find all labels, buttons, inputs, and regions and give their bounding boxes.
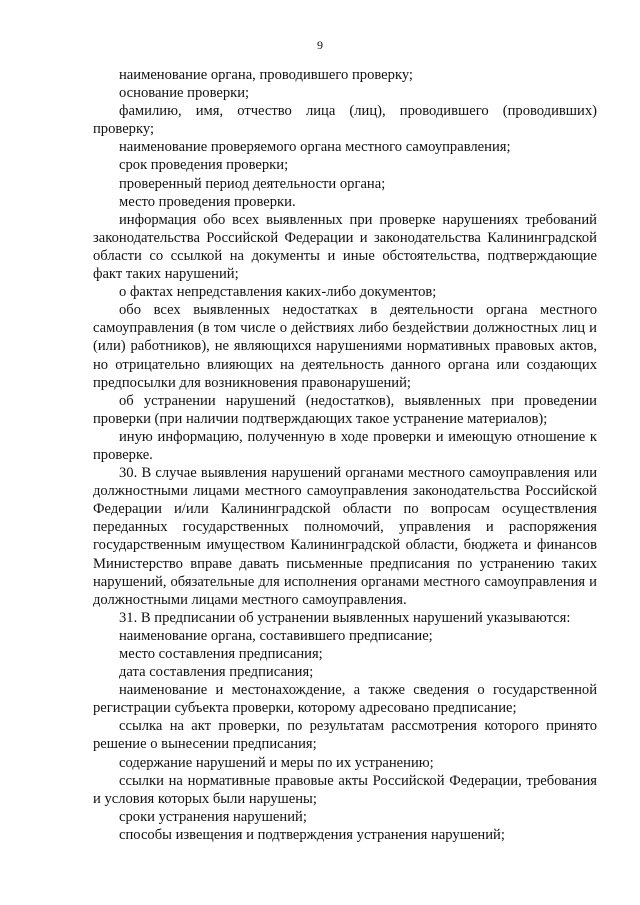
paragraph-audited-period: проверенный период деятельности органа; — [119, 175, 386, 192]
paragraph-audited-body-name: наименование проверяемого органа местного самоуправления; — [119, 139, 511, 156]
paragraph-remediation: об устранении нарушений (недостатков), выявленных при проведении проверки (при наличии подтверждающих такое устранение материалов); — [93, 392, 597, 427]
paragraph-subject-details: наименование и местонахождение, а также сведения о государственной регистрации субъекта проверки, которому адресовано предписание; — [93, 682, 597, 717]
paragraph-legal-references: ссылки на нормативные правовые акты Российской Федерации, требования и условия которых были нарушены; — [93, 772, 597, 807]
paragraph-auditor-names: фамилию, имя, отчество лица (лиц), проводившего (проводивших) проверку; — [93, 103, 597, 138]
paragraph-audit-basis: основание проверки; — [119, 85, 250, 102]
paragraph-order-date: дата составления предписания; — [119, 664, 314, 681]
paragraph-audit-place: место проведения проверки. — [119, 193, 296, 210]
paragraph-shortcomings: обо всех выявленных недостатках в деятельности органа местного самоуправления (в том числе о действиях либо бездействии должностных лиц и (или) работников), не являющихся нарушениями нормативных правовых актов, но отрицательно влияющих на деятельность данного органа или создающих предпосылки для возникновения правонарушений; — [93, 302, 597, 391]
paragraph-act-reference: ссылка на акт проверки, по результатам рассмотрения которого принято решение о вынесении предписания; — [93, 718, 597, 753]
page-number: 9 — [317, 38, 323, 52]
paragraph-auditing-body-name: наименование органа, проводившего проверку; — [119, 67, 413, 83]
paragraph-remediation-deadlines: сроки устранения нарушений; — [119, 808, 307, 825]
paragraph-other-info: иную информацию, полученную в ходе проверки и имеющую отношение к проверке. — [93, 428, 597, 463]
paragraph-violations-info: информация обо всех выявленных при проверке нарушениях требований законодательства Российской Федерации и законодательства Калининградской области со ссылкой на документы и иные обстоятельства, подтверждающие факт таких нарушений; — [93, 211, 597, 283]
paragraph-missing-documents: о фактах непредставления каких-либо документов; — [119, 284, 437, 301]
paragraph-notification-methods: способы извещения и подтверждения устранения нарушений; — [119, 826, 505, 843]
paragraph-violations-measures: содержание нарушений и меры по их устранению; — [119, 754, 434, 771]
paragraph-clause-31: 31. В предписании об устранении выявленных нарушений указываются: — [119, 609, 571, 626]
paragraph-issuing-body-name: наименование органа, составившего предписание; — [119, 627, 433, 644]
paragraph-clause-30: 30. В случае выявления нарушений органами местного самоуправления или должностными лицами местного самоуправления законодательства Российской Федерации и/или Калининградской области по вопросам осуществления переданных государственных полномочий, управления и распоряжения государственным имуществом Калининградской области, бюджета и финансов Министерство вправе давать письменные предписания по устранению таких нарушений, обязательные для исполнения органами местного самоуправления и должностными лицами местного самоуправления. — [93, 465, 597, 608]
paragraph-audit-term: срок проведения проверки; — [119, 157, 289, 174]
paragraph-order-place: место составления предписания; — [119, 646, 323, 662]
document-body — [93, 66, 597, 844]
